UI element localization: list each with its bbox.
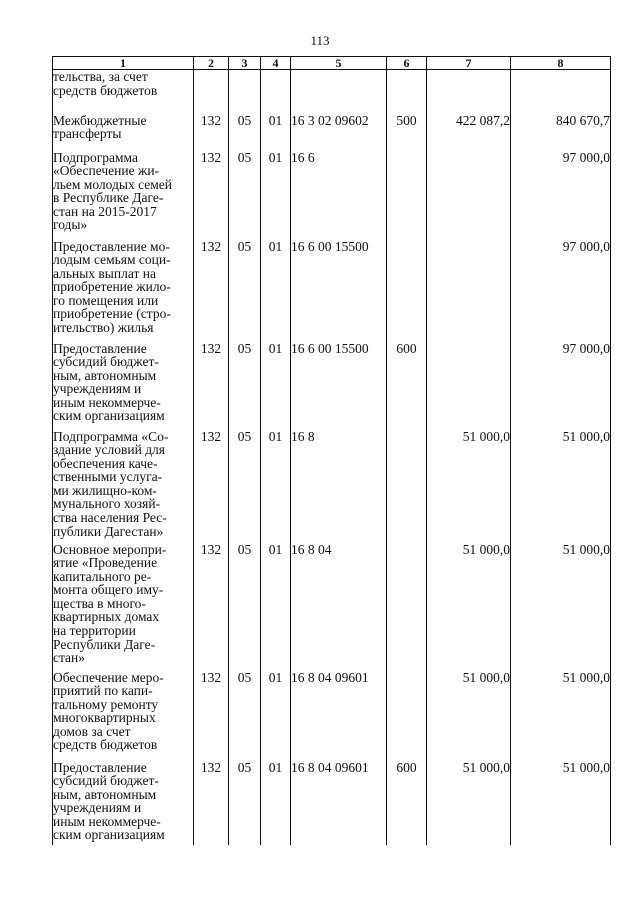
row-name-cell: Межбюджетные трансферты — [53, 114, 194, 151]
section-cell: 05 — [229, 543, 261, 671]
amount-col8-cell — [511, 70, 611, 114]
section-cell: 05 — [229, 114, 261, 151]
admin-code-cell: 132 — [194, 430, 229, 543]
table-header-row — [53, 57, 611, 70]
amount-col7-cell: 51 000,0 — [427, 671, 511, 761]
subsection-cell: 01 — [261, 543, 291, 671]
column-header: 3 — [229, 57, 261, 70]
amount-col8-cell: 51 000,0 — [511, 761, 611, 845]
admin-code-cell: 132 — [194, 342, 229, 430]
section-cell — [229, 70, 261, 114]
expense-type-cell — [387, 151, 427, 240]
budget-table — [52, 56, 611, 845]
column-header: 7 — [427, 57, 511, 70]
target-article-cell: 16 8 — [291, 430, 387, 543]
amount-col7-cell — [427, 342, 511, 430]
section-cell: 05 — [229, 761, 261, 845]
table-row — [53, 430, 611, 543]
row-name-cell: Подпрограмма «Со- здание условий для обеспечения каче- ственными услуга- ми жилищно-ком- мунального хозяй- ства населения Рес- публики Дагестан» — [53, 430, 194, 543]
target-article-cell: 16 8 04 09601 — [291, 671, 387, 761]
target-article-cell — [291, 70, 387, 114]
table-row — [53, 761, 611, 845]
row-name-cell: Основное меропри- ятие «Проведение капитального ре- монта общего иму- щества в много- квартирных домах на территории Республики Даге- стан» — [53, 543, 194, 671]
table-row — [53, 543, 611, 671]
admin-code-cell: 132 — [194, 761, 229, 845]
amount-col7-cell: 51 000,0 — [427, 761, 511, 845]
subsection-cell: 01 — [261, 671, 291, 761]
admin-code-cell: 132 — [194, 543, 229, 671]
subsection-cell: 01 — [261, 151, 291, 240]
row-name-cell: Предоставление субсидий бюджет- ным, автономным учреждениям и иным некоммерче- ским организациям — [53, 761, 194, 845]
amount-col8-cell: 97 000,0 — [511, 240, 611, 342]
column-header: 2 — [194, 57, 229, 70]
target-article-cell: 16 8 04 — [291, 543, 387, 671]
column-header: 8 — [511, 57, 611, 70]
target-article-cell: 16 8 04 09601 — [291, 761, 387, 845]
table-row — [53, 342, 611, 430]
expense-type-cell — [387, 543, 427, 671]
table-row — [53, 70, 611, 114]
amount-col7-cell: 51 000,0 — [427, 430, 511, 543]
expense-type-cell — [387, 671, 427, 761]
target-article-cell: 16 6 00 15500 — [291, 240, 387, 342]
section-cell: 05 — [229, 151, 261, 240]
target-article-cell: 16 6 00 15500 — [291, 342, 387, 430]
admin-code-cell: 132 — [194, 151, 229, 240]
section-cell: 05 — [229, 240, 261, 342]
table-row — [53, 114, 611, 151]
section-cell: 05 — [229, 342, 261, 430]
subsection-cell: 01 — [261, 761, 291, 845]
table-row — [53, 240, 611, 342]
row-name-cell: Предоставление субсидий бюджет- ным, автономным учреждениям и иным некоммерче- ским организациям — [53, 342, 194, 430]
page-number: 113 — [310, 33, 330, 48]
row-name-cell: Подпрограмма «Обеспечение жи- льем молодых семей в Республике Даге- стан на 2015-2017 годы» — [53, 151, 194, 240]
section-cell: 05 — [229, 671, 261, 761]
amount-col8-cell: 840 670,7 — [511, 114, 611, 151]
column-header: 5 — [291, 57, 387, 70]
expense-type-cell — [387, 430, 427, 543]
expense-type-cell: 600 — [387, 761, 427, 845]
amount-col8-cell: 51 000,0 — [511, 430, 611, 543]
row-name-cell: тельства, за счет средств бюджетов — [53, 70, 194, 114]
amount-col8-cell: 51 000,0 — [511, 671, 611, 761]
target-article-cell: 16 6 — [291, 151, 387, 240]
table-row — [53, 671, 611, 761]
amount-col8-cell: 97 000,0 — [511, 151, 611, 240]
expense-type-cell: 600 — [387, 342, 427, 430]
admin-code-cell: 132 — [194, 671, 229, 761]
column-header: 4 — [261, 57, 291, 70]
expense-type-cell — [387, 240, 427, 342]
target-article-cell: 16 3 02 09602 — [291, 114, 387, 151]
section-cell: 05 — [229, 430, 261, 543]
admin-code-cell: 132 — [194, 240, 229, 342]
amount-col7-cell: 422 087,2 — [427, 114, 511, 151]
amount-col8-cell: 97 000,0 — [511, 342, 611, 430]
column-header: 6 — [387, 57, 427, 70]
table-row — [53, 151, 611, 240]
subsection-cell: 01 — [261, 114, 291, 151]
subsection-cell: 01 — [261, 240, 291, 342]
expense-type-cell — [387, 70, 427, 114]
row-name-cell: Обеспечение меро- приятий по капи- тальному ремонту многоквартирных домов за счет средств бюджетов — [53, 671, 194, 761]
amount-col8-cell: 51 000,0 — [511, 543, 611, 671]
admin-code-cell — [194, 70, 229, 114]
amount-col7-cell: 51 000,0 — [427, 543, 511, 671]
admin-code-cell: 132 — [194, 114, 229, 151]
amount-col7-cell — [427, 240, 511, 342]
column-header: 1 — [53, 57, 194, 70]
amount-col7-cell — [427, 70, 511, 114]
subsection-cell — [261, 70, 291, 114]
amount-col7-cell — [427, 151, 511, 240]
row-name-cell: Предоставление мо- лодым семьям соци- альных выплат на приобретение жило- го помещения или приобретение (стро- ительство) жилья — [53, 240, 194, 342]
expense-type-cell: 500 — [387, 114, 427, 151]
subsection-cell: 01 — [261, 430, 291, 543]
subsection-cell: 01 — [261, 342, 291, 430]
